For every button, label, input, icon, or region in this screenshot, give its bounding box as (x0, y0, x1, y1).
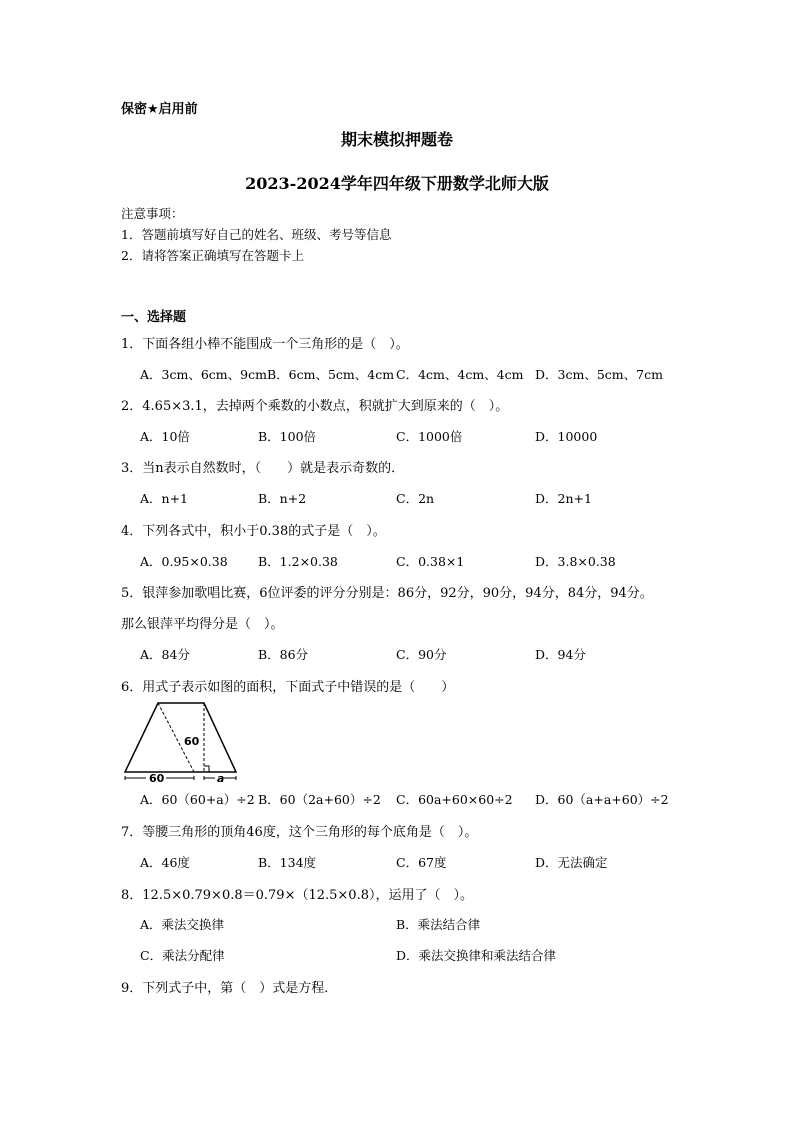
q5-option-d: D．94分 (535, 647, 586, 662)
question-9: 9．下列式子中，第（ ）式是方程． (121, 981, 338, 996)
exam-title: 期末模拟押题卷 (340, 130, 453, 149)
q2-option-d: D．10000 (535, 429, 598, 444)
q2-option-a: A．10倍 (140, 429, 190, 444)
q4-option-d: D．3.8×0.38 (535, 554, 616, 569)
q2-option-b: B．100倍 (258, 429, 317, 444)
q5-option-c: C．90分 (396, 647, 447, 662)
q7-option-a: A．46度 (140, 855, 190, 870)
height-label: 60 (184, 735, 200, 748)
q1-option-ab: A．3cm、6cm、9cmB．6cm、5cm、4cm (140, 367, 395, 382)
right-angle-mark (204, 766, 209, 772)
q8-option-c: C．乘法分配律 (140, 948, 225, 963)
q4-option-c: C．0.38×1 (396, 554, 465, 569)
q4-option-b: B．1.2×0.38 (258, 554, 338, 569)
q6-option-d: D．60（a+a+60）÷2 (535, 792, 669, 807)
q5-option-a: A．84分 (140, 647, 190, 662)
question-3: 3．当n表示自然数时，（ ）就是表示奇数的． (121, 461, 405, 476)
question-4: 4．下列各式中，积小于0.38的式子是（ ）。 (121, 524, 386, 539)
question-2: 2．4.65×3.1，去掉两个乘数的小数点，积就扩大到原来的（ ）。 (121, 399, 509, 414)
q8-option-a: A．乘法交换律 (140, 917, 225, 932)
a-label: a (217, 772, 225, 785)
q3-option-b: B．n+2 (258, 491, 307, 506)
question-5-line-2: 那么银萍平均得分是（ ）。 (121, 617, 284, 632)
base-label: 60 (149, 772, 165, 785)
question-8: 8．12.5×0.79×0.8＝0.79×（12.5×0.8），运用了（ ）。 (121, 888, 473, 903)
confidential-tag: 保密★启用前 (121, 102, 198, 117)
q8-option-b: B．乘法结合律 (396, 917, 481, 932)
question-5: 5．银萍参加歌唱比赛，6位评委的评分分别是：86分，92分，90分，94分，84分，94分。 (121, 586, 653, 601)
trapezoid-outline (125, 703, 236, 772)
q3-option-d: D．2n+1 (535, 491, 592, 506)
note-item-1: 1．答题前填写好自己的姓名、班级、考号等信息 (121, 227, 392, 242)
q3-option-c: C．2n (396, 491, 435, 506)
trapezoid-figure (118, 700, 248, 785)
q6-option-c: C．60a+60×60÷2 (396, 792, 513, 807)
section-title: 一、选择题 (121, 310, 187, 325)
exam-subtitle: 2023-2024学年四年级下册数学北师大版 (245, 174, 549, 193)
note-item-2: 2．请将答案正确填写在答题卡上 (121, 248, 304, 263)
q6-option-a: A．60（60+a）÷2 (140, 792, 255, 807)
q6-option-b: B．60（2a+60）÷2 (258, 792, 381, 807)
question-6: 6．用式子表示如图的面积，下面式子中错误的是（ ） (121, 680, 455, 695)
q1-option-d: D．3cm、5cm、7cm (535, 367, 663, 382)
q7-option-c: C．67度 (396, 855, 447, 870)
q7-option-b: B．134度 (258, 855, 317, 870)
q4-option-a: A．0.95×0.38 (140, 554, 228, 569)
q8-option-d: D．乘法交换律和乘法结合律 (396, 948, 557, 963)
q1-option-c: C．4cm、4cm、4cm (396, 367, 524, 382)
notes-heading: 注意事项： (121, 206, 184, 221)
q3-option-a: A．n+1 (140, 491, 189, 506)
question-7: 7．等腰三角形的顶角46度，这个三角形的每个底角是（ ）。 (121, 825, 478, 840)
q5-option-b: B．86分 (258, 647, 309, 662)
q2-option-c: C．1000倍 (396, 429, 463, 444)
question-1: 1．下面各组小棒不能围成一个三角形的是（ ）。 (121, 337, 409, 352)
q7-option-d: D．无法确定 (535, 855, 608, 870)
